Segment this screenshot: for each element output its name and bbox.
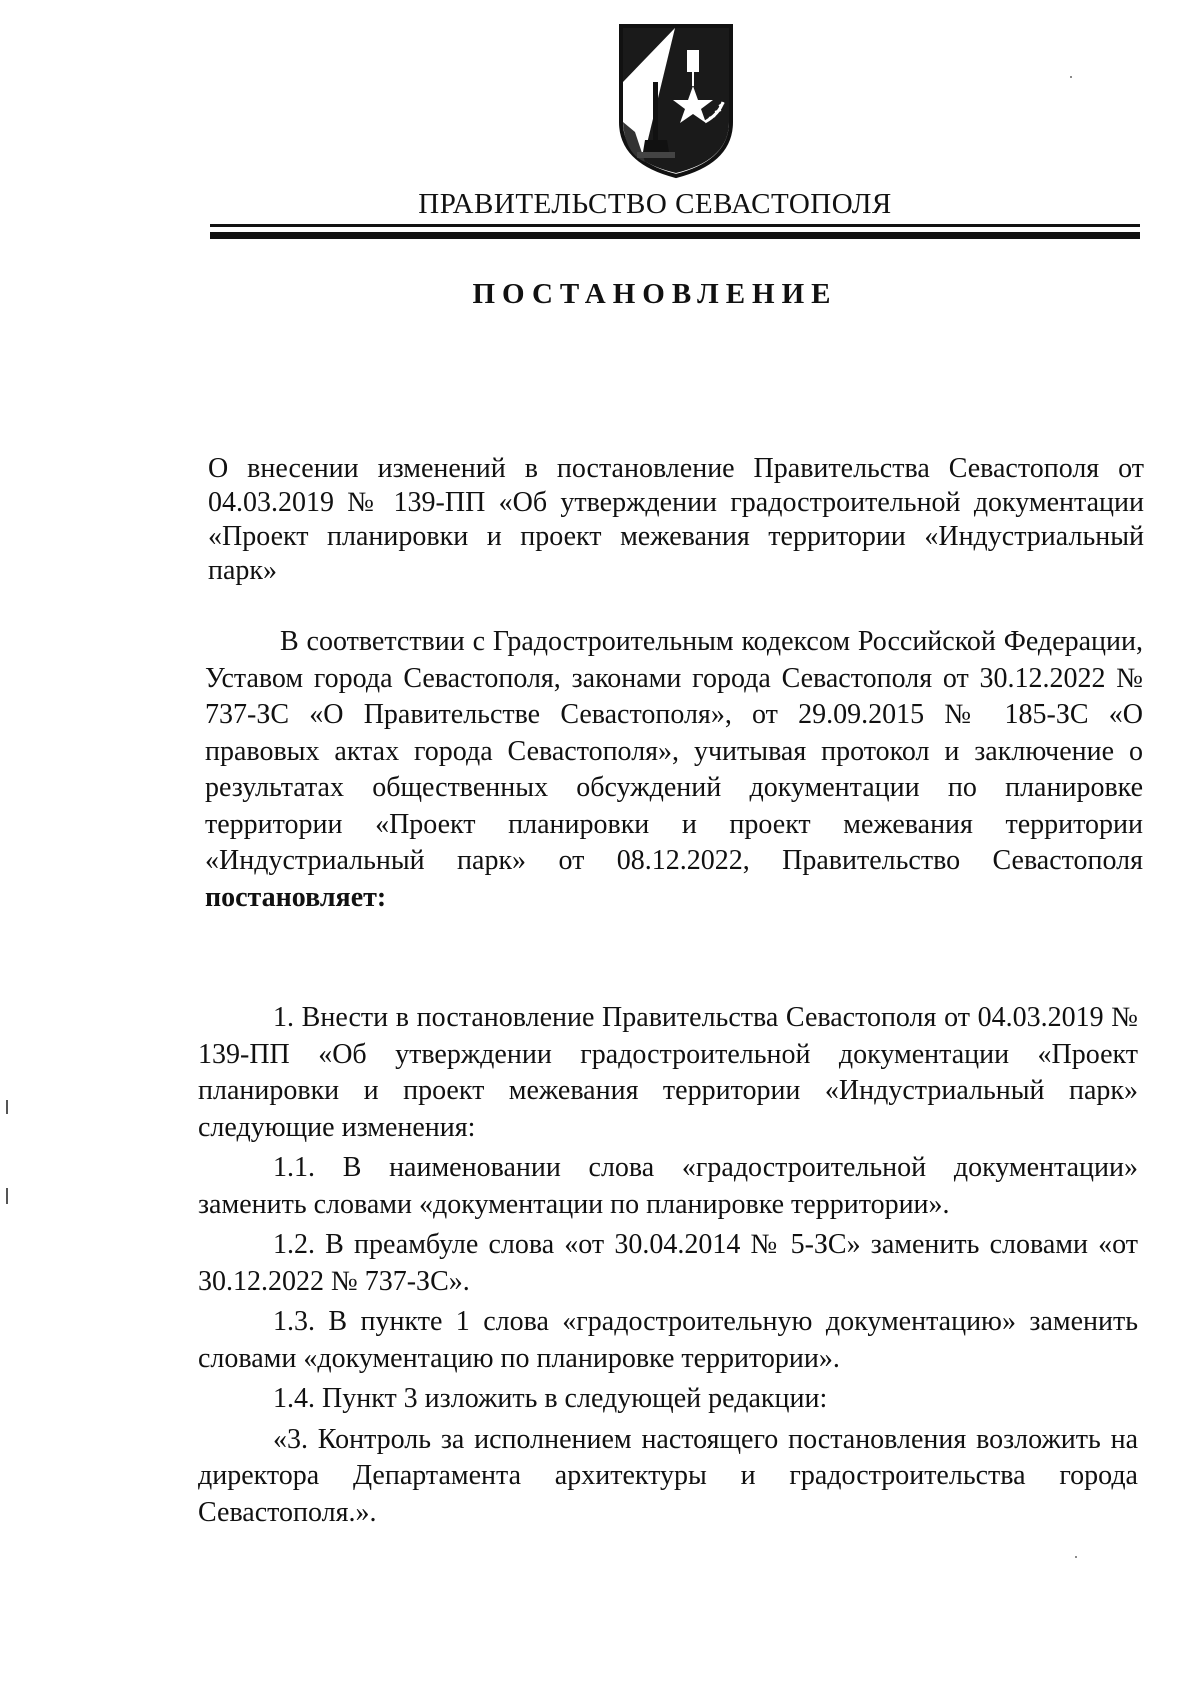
item-1-4: 1.4. Пункт 3 изложить в следующей редакции:: [273, 1383, 828, 1414]
item-1-2: 1.2. В преамбуле слова «от 30.04.2014 № 5-ЗС» заменить словами «от 30.12.2022 № 737-ЗС».: [198, 1229, 1138, 1297]
item-1-4-new-text: «3. Контроль за исполнением настоящего постановления возложить на директора Департамента архитектуры и градостроительства города Севастополя.».: [198, 1423, 1138, 1528]
scan-margin-mark: [6, 1188, 8, 1204]
item-1-1: 1.1. В наименовании слова «градостроительной документации» заменить словами «документации по планировке территории».: [198, 1152, 1138, 1220]
preamble: [205, 624, 1143, 916]
document-type-heading: ПОСТАНОВЛЕНИЕ: [472, 278, 838, 310]
scan-margin-mark: [6, 1100, 8, 1114]
header-rule-thick: [210, 232, 1140, 239]
item-1-3: 1.3. В пункте 1 слова «градостроительную документацию» заменить словами «документацию по планировке территории».: [198, 1306, 1138, 1374]
resolution-items: [198, 1000, 1138, 1531]
preamble-text: В соответствии с Градостроительным кодексом Российской Федерации, Уставом города Севастополя, законами города Севастополя от 30.12.2022 № 737-ЗС «О Правительстве Севастополя», от 29.09.2015 № 185-ЗС «О правовых актах города Севастополя», учитывая протокол и заключение о результатах общественных обсуждений документации по планировке территории «Проект планировки и проект межевания территории «Индустриальный парк» от 08.12.2022, Правительство Севастополя: [205, 626, 1143, 876]
header-rule-thin: [210, 224, 1140, 227]
item-1: 1. Внести в постановление Правительства Севастополя от 04.03.2019 № 139-ПП «Об утверждении градостроительной документации «Проект планировки и проект межевания территории «Индустриальный парк» следующие изменения:: [198, 1002, 1138, 1143]
coat-of-arms-icon: [615, 22, 737, 180]
scan-speck: [1075, 1556, 1077, 1558]
scan-speck: [1070, 76, 1072, 78]
decision-word: постановляет:: [205, 881, 387, 913]
document-subject: О внесении изменений в постановление Правительства Севастополя от 04.03.2019 № 139-ПП «Об утверждении градостроительной документации «Проект планировки и проект межевания территории «Индустриальный парк»: [208, 453, 1144, 586]
government-title: ПРАВИТЕЛЬСТВО СЕВАСТОПОЛЯ: [418, 188, 892, 220]
